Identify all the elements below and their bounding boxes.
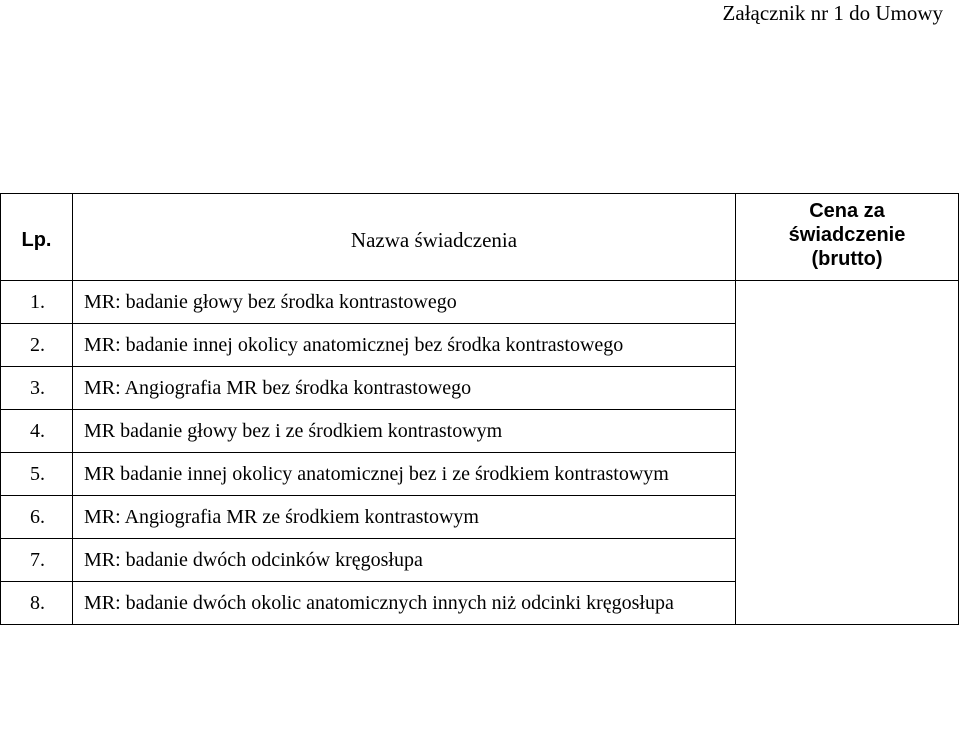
service-name: MR: badanie dwóch okolic anatomicznych innych niż odcinki kręgosłupa: [73, 582, 736, 625]
row-number: 8.: [1, 582, 73, 625]
column-header-lp: Lp.: [1, 194, 73, 281]
column-header-price: [736, 194, 959, 281]
price-header-line-2: świadczenie: [788, 224, 906, 246]
service-name: MR: badanie innej okolicy anatomicznej bez środka kontrastowego: [73, 324, 736, 367]
row-number: 5.: [1, 453, 73, 496]
column-header-name: Nazwa świadczenia: [73, 194, 736, 281]
service-name: MR badanie głowy bez i ze środkiem kontrastowym: [73, 410, 736, 453]
table-header-row: [1, 194, 959, 281]
service-name: MR: badanie głowy bez środka kontrastowego: [73, 281, 736, 324]
row-number: 2.: [1, 324, 73, 367]
price-cell: [736, 281, 959, 625]
table-row: [1, 281, 959, 324]
row-number: 1.: [1, 281, 73, 324]
price-header-line-1: Cena za: [809, 200, 885, 222]
price-header-line-3: (brutto): [811, 248, 883, 270]
service-name: MR: Angiografia MR ze środkiem kontrastowym: [73, 496, 736, 539]
service-name: MR: badanie dwóch odcinków kręgosłupa: [73, 539, 736, 582]
row-number: 7.: [1, 539, 73, 582]
row-number: 3.: [1, 367, 73, 410]
row-number: 4.: [1, 410, 73, 453]
service-name: MR: Angiografia MR bez środka kontrastowego: [73, 367, 736, 410]
service-name: MR badanie innej okolicy anatomicznej bez i ze środkiem kontrastowym: [73, 453, 736, 496]
services-table: [0, 193, 959, 625]
attachment-title: Załącznik nr 1 do Umowy: [722, 1, 943, 25]
row-number: 6.: [1, 496, 73, 539]
